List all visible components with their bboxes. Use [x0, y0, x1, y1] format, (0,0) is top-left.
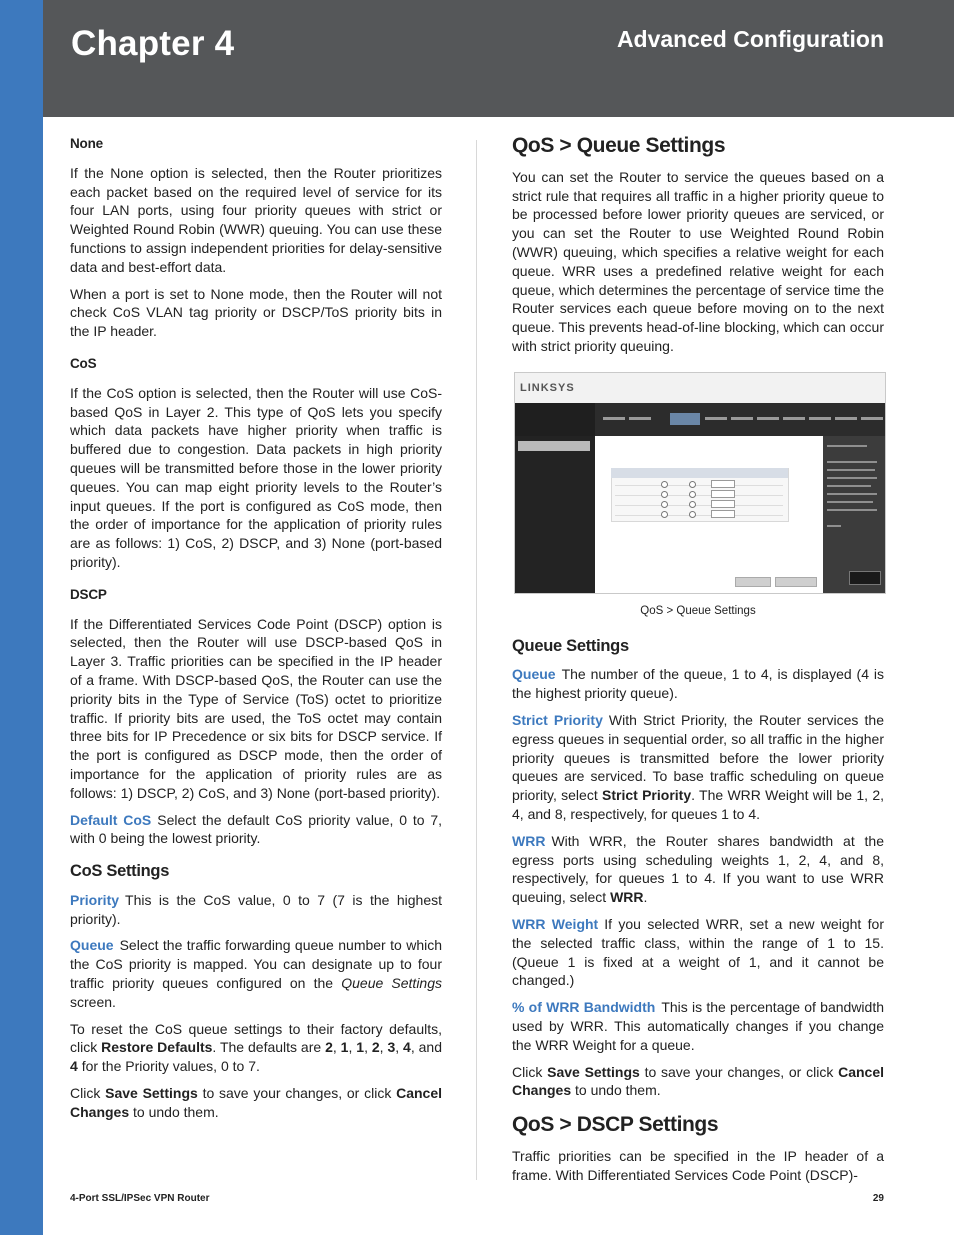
queue-settings-heading: Queue Settings: [512, 636, 629, 655]
click-text-b: to save your changes, or click: [644, 1063, 834, 1080]
cisco-logo: [849, 571, 881, 585]
cancel-changes-label: Cancel Changes: [512, 1063, 885, 1099]
queue-term: Queue: [70, 937, 114, 954]
save-settings-label: Save Settings: [547, 1063, 640, 1080]
screenshot-table-header: [611, 468, 788, 478]
screenshot-nav-tab: [783, 417, 805, 420]
screenshot-nav-tab: [835, 417, 857, 420]
wrr-bandwidth-text: This is the percentage of bandwidth used by WRR. This automatically changes if you change the WRR Weight for a queue.: [512, 999, 884, 1053]
qos-dscp-settings-heading: QoS > DSCP Settings: [512, 1113, 719, 1137]
wrr-term: WRR: [512, 832, 546, 849]
default-cos-text: Select the default CoS priority value, 0 to 7, with 0 being the lowest priority.: [70, 811, 443, 847]
screenshot-help-line: [827, 477, 877, 479]
default-value: 2: [371, 1039, 380, 1056]
screenshot-save-button: [735, 577, 771, 587]
cos-paragraph: If the CoS option is selected, then the Router will use CoS-based QoS in Layer 2. This type of QoS lets you specify which data packets have higher priority when traffic is buffered due to congestion. Data packets in high priority queues will be transmitted before those in the lower priority queues. You can map eight priority levels to the Router’s input queues. If the port is configured as CoS mode, then the order of importance for the application of priority rules are as follows: 1) CoS, 2) DSCP, and 3) None (port-based priority).: [70, 384, 442, 570]
screenshot-sidebar: [515, 436, 595, 593]
screenshot-help-line: [827, 461, 877, 463]
screenshot-help-line: [827, 445, 867, 447]
none-paragraph-2: When a port is set to None mode, then the Router will not check CoS VLAN tag priority or DSCP/ToS priority bits in the IP header.: [70, 285, 442, 340]
wrr-text-b: .: [643, 889, 648, 906]
reset-text-b: . The defaults are: [212, 1039, 322, 1056]
screenshot-nav-tab: [705, 417, 727, 420]
page-number: 29: [872, 1193, 884, 1204]
screenshot-radio: [689, 501, 696, 508]
wrr-entry: [512, 832, 884, 907]
wrr-bandwidth-entry: [512, 998, 884, 1054]
screenshot-radio: [689, 481, 696, 488]
screenshot-table-row: [615, 485, 783, 486]
priority-text: This is the CoS value, 0 to 7 (7 is the highest priority).: [70, 891, 442, 927]
screenshot-radio: [661, 511, 668, 518]
screenshot-help-line: [827, 509, 877, 511]
screenshot-help-line: [827, 485, 871, 487]
queue-settings-ref: Queue Settings: [341, 975, 443, 992]
queue-settings-screenshot: [514, 372, 886, 594]
click-text-b: to save your changes, or click: [202, 1085, 392, 1102]
screenshot-radio: [661, 501, 668, 508]
screenshot-nav-tab: [809, 417, 831, 420]
reset-and: , and: [410, 1039, 442, 1056]
page-header: [43, 0, 954, 117]
cancel-changes-label: Cancel Changes: [70, 1085, 443, 1120]
queue-term: Queue: [512, 666, 556, 683]
default-value: 3: [387, 1039, 396, 1056]
click-text-c: to undo them.: [133, 1103, 219, 1120]
screenshot-radio: [661, 481, 668, 488]
screenshot-nav-tab: [731, 417, 753, 420]
screenshot-weight-field: [711, 510, 735, 518]
none-paragraph-1: If the None option is selected, then the Router prioritizes each packet based on the required level of service for its four LAN ports, using four priority queues with strict or Weighted Round Robin (WWR) queuing. You can use these functions to assign independent priorities for delay-sensitive data and best-effort data.: [70, 164, 442, 275]
queue-text-b: screen.: [70, 993, 116, 1010]
queue-text-a: Select the traffic forwarding queue number to which the CoS priority is mapped. You can designate up to four traffic priority queues configured on the: [70, 937, 442, 992]
screenshot-help-line: [827, 493, 877, 495]
wrr-text-a: With WRR, the Router shares bandwidth at the egress ports using scheduling weights 1, 2, 4, and 8, respectively, for queues 1 to 4. If you want to use WRR queuing, select: [512, 832, 884, 906]
priority-term: Priority: [70, 891, 120, 908]
queue-text: The number of the queue, 1 to 4, is displayed (4 is the highest priority queue).: [512, 666, 884, 702]
right-column: [512, 135, 884, 1192]
default-value: 4: [70, 1058, 78, 1075]
none-heading: None: [70, 136, 103, 151]
screenshot-nav-tab: [757, 417, 779, 420]
qos-queue-settings-heading: QoS > Queue Settings: [512, 134, 726, 157]
default-cos-entry: [70, 811, 442, 849]
screenshot-sidebar-item: [518, 441, 590, 451]
footer-product: 4-Port SSL/IPSec VPN Router: [70, 1193, 210, 1204]
screenshot-weight-field: [711, 480, 735, 488]
queue-entry: [512, 665, 884, 703]
column-divider: [476, 140, 477, 1180]
screenshot-radio: [689, 491, 696, 498]
cos-settings-heading: CoS Settings: [70, 862, 170, 881]
strict-priority-term: Strict Priority: [512, 711, 603, 728]
section-title: Advanced Configuration: [616, 26, 884, 52]
dscp-heading: DSCP: [70, 586, 107, 602]
click-text: Click: [512, 1063, 543, 1080]
strict-priority-entry: [512, 711, 884, 824]
dscp-paragraph: If the Differentiated Services Code Point (DSCP) option is selected, then the Router will use DSCP-based QoS in Layer 3. Traffic priorities can be specified in the IP header of a frame. With DSCP-based QoS, the Router can use the priority bits in the Type of Service (ToS) octet to prioritize traffic. If priority bits are used, the ToS octet may contain three bits for IP Precedence or six bits for DSCP service. If the port is configured as DSCP mode, then the order of importance for the application of priority rules are as follows: 1) DSCP, 2) CoS, and 3) None (port-based priority).: [70, 615, 442, 801]
default-value: 4: [403, 1039, 411, 1056]
strict-priority-text-b: . The WRR Weight will be 1, 2, 4, and 8, respectively, for queues 1 to 4.: [512, 787, 884, 822]
screenshot-caption: QoS > Queue Settings: [640, 604, 756, 617]
screenshot-nav-label-area: [515, 403, 595, 436]
save-settings-label: Save Settings: [105, 1085, 198, 1102]
screenshot-table-row: [615, 515, 783, 516]
reset-text-a: To reset the CoS queue settings to their factory defaults, click: [70, 1020, 442, 1056]
screenshot-nav-tab: [603, 417, 625, 420]
screenshot-help-line: [827, 469, 875, 471]
screenshot-radio: [689, 511, 696, 518]
screenshot-cancel-button: [775, 577, 817, 587]
screenshot-weight-field: [711, 500, 735, 508]
reset-text-c: for the Priority values, 0 to 7.: [81, 1058, 260, 1075]
screenshot-nav-tab: [861, 417, 883, 420]
queue-intro-paragraph: You can set the Router to service the queues based on a strict rule that requires all traffic in a higher priority queue to be processed before lower priority queues are serviced, or you can set the Router to use Weighted Round Robin (WWR) queuing, which specifies a relative weight for each queue. WRR uses a predefined relative weight for each queue, which determines the percentage of service time the Router services each queue before moving on to the next queue. This prevents head-of-line blocking, which can occur with strict priority queuing.: [512, 168, 884, 354]
screenshot-table-row: [615, 495, 783, 496]
wrr-bandwidth-term: % of WRR Bandwidth: [512, 999, 656, 1016]
screenshot-help-pane: [823, 436, 885, 593]
screenshot-help-line: [827, 501, 873, 503]
screenshot-topbar: [515, 373, 885, 404]
wrr-weight-term: WRR Weight: [512, 915, 599, 932]
chapter-title: Chapter 4: [71, 24, 235, 63]
default-value: 1: [340, 1039, 349, 1056]
linksys-logo: LINKSYS: [520, 381, 575, 394]
wrr-weight-text: If you selected WRR, set a new weight for the selected traffic class, within the range of 1 to 15. (Queue 1 is fixed at a weight of 1, and it cannot be changed.): [512, 915, 884, 989]
screenshot-nav-tab: [629, 417, 651, 420]
screenshot-help-line: [827, 525, 841, 527]
screenshot-table-row: [615, 505, 783, 506]
strict-priority-text-a: With Strict Priority, the Router services the egress queues in sequential order, so all traffic in the higher priority queues is transmitted before the lower priority queues are serviced. To base traffic scheduling on queue priority, select: [512, 711, 884, 804]
cos-heading: CoS: [70, 355, 97, 371]
priority-entry: [70, 891, 442, 929]
restore-defaults-label: Restore Defaults: [101, 1039, 213, 1056]
click-text-c: to undo them.: [575, 1082, 661, 1099]
wrr-weight-entry: [512, 915, 884, 990]
wrr-label: WRR: [610, 889, 644, 906]
screenshot-nav-selected: [670, 413, 700, 425]
left-accent-bar: [0, 0, 43, 1235]
strict-priority-label: Strict Priority: [602, 787, 692, 804]
screenshot-radio: [661, 491, 668, 498]
dscp-intro-paragraph: Traffic priorities can be specified in the IP header of a frame. With Differentiated Services Code Point (DSCP)-: [512, 1147, 884, 1183]
left-column: [70, 135, 442, 1130]
save-cancel-paragraph: [512, 1063, 884, 1101]
click-text: Click: [70, 1085, 101, 1102]
default-value: 1: [356, 1039, 365, 1056]
queue-entry: [70, 936, 442, 1011]
reset-paragraph: To reset the CoS queue settings to their factory defaults, click Restore Defaults. The defaults are 2, 1, 1, 2, 3, 4, and 4 for the Priority values, 0 to 7.: [70, 1020, 442, 1075]
save-cancel-paragraph: [70, 1084, 442, 1122]
default-value: 2: [325, 1039, 333, 1056]
screenshot-weight-field: [711, 490, 735, 498]
default-cos-term: Default CoS: [70, 811, 152, 828]
